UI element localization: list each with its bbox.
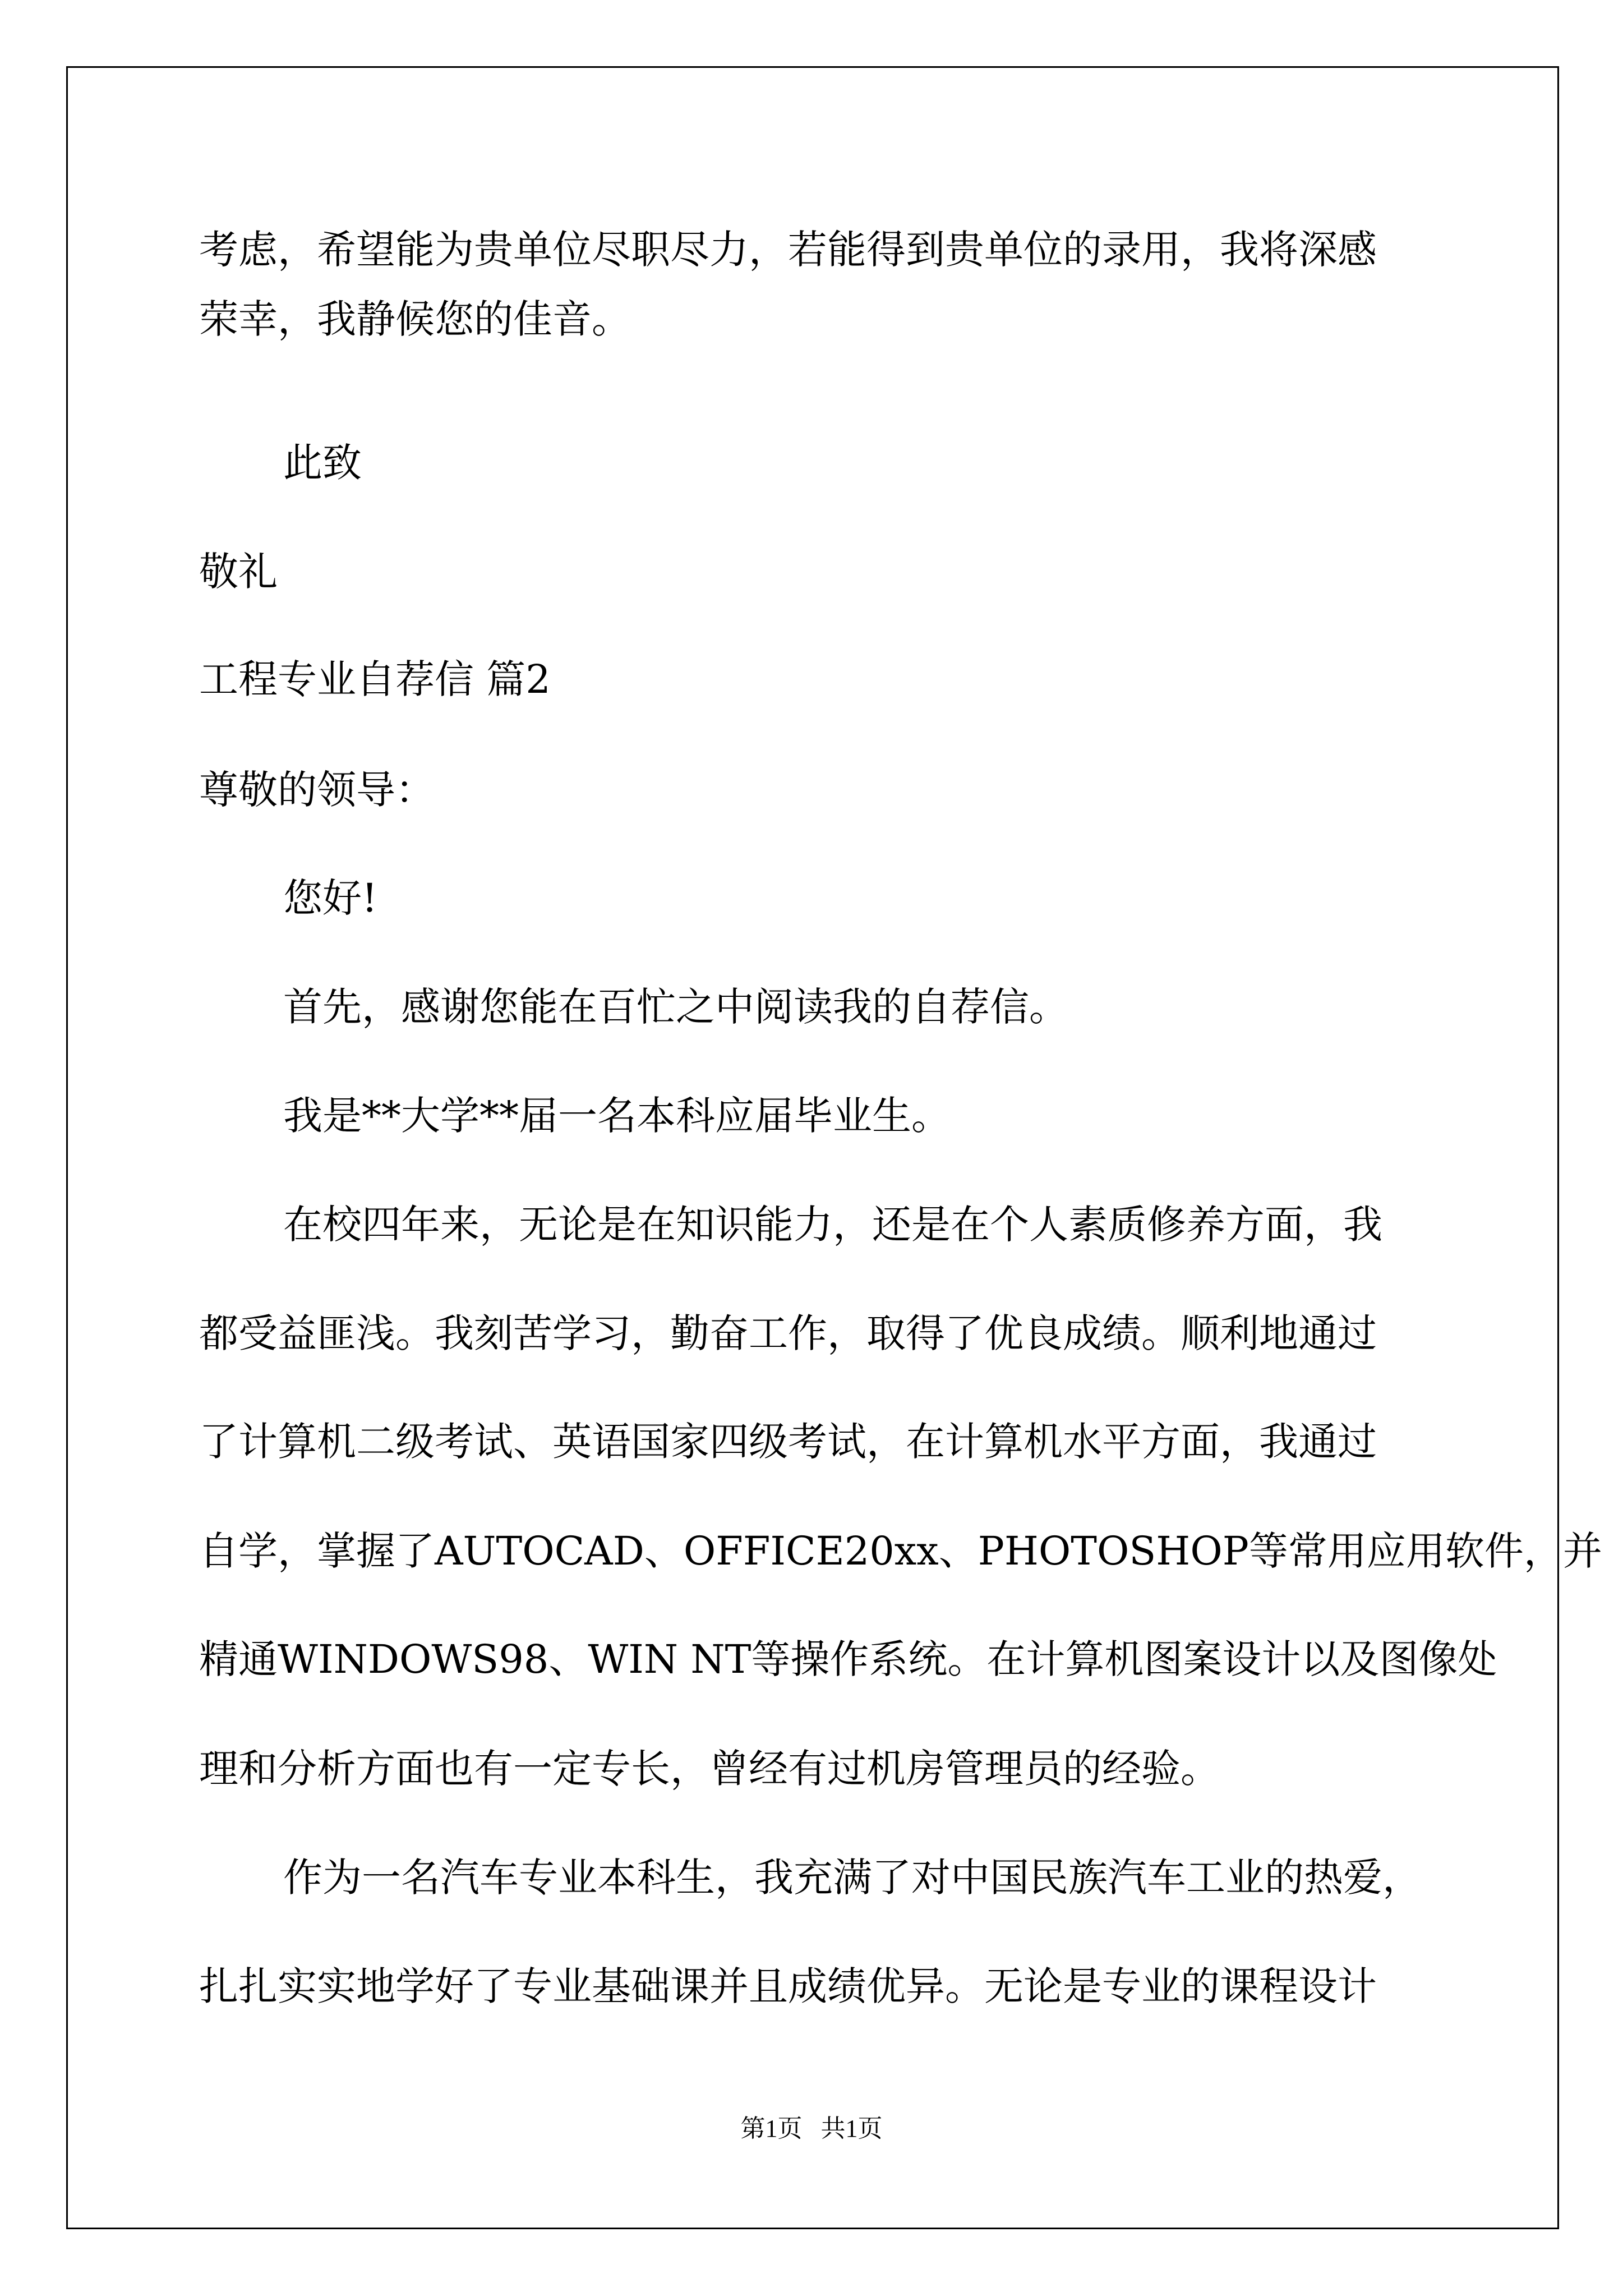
text-line: 精通WINDOWS98、WIN NT等操作系统。在计算机图案设计以及图像处 [199,1636,1497,1682]
hello: 您好! [283,875,378,921]
text-line: 理和分析方面也有一定专长，曾经有过机房管理员的经验。 [199,1746,1220,1792]
text-line: 荣幸，我静候您的佳音。 [199,296,631,342]
greeting: 尊敬的领导： [199,767,435,813]
text-line: 在校四年来，无论是在知识能力，还是在个人素质修养方面，我 [283,1202,1382,1248]
text-line: 作为一名汽车专业本科生，我充满了对中国民族汽车工业的热爱， [283,1855,1422,1901]
page-number: 第1页 共1页 [740,2115,883,2142]
text-line: 首先，感谢您能在百忙之中阅读我的自荐信。 [283,984,1068,1030]
section-heading: 工程专业自荐信 篇2 [199,656,551,702]
closing-salutation: 此致 [283,440,362,486]
text-line: 我是**大学**届一名本科应届毕业生。 [283,1093,951,1139]
closing-regards: 敬礼 [199,549,278,595]
text-line: 都受益匪浅。我刻苦学习，勤奋工作，取得了优良成绩。顺利地通过 [199,1310,1377,1356]
text-line: 了计算机二级考试、英语国家四级考试，在计算机水平方面，我通过 [199,1419,1377,1465]
text-line: 扎扎实实地学好了专业基础课并且成绩优异。无论是专业的课程设计 [199,1963,1377,2009]
text-line: 考虑，希望能为贵单位尽职尽力，若能得到贵单位的录用，我将深感 [199,227,1377,273]
page-border [66,66,1559,2229]
text-line: 自学，掌握了AUTOCAD、OFFICE20xx、PHOTOSHOP等常用应用软件，并 [199,1528,1602,1574]
